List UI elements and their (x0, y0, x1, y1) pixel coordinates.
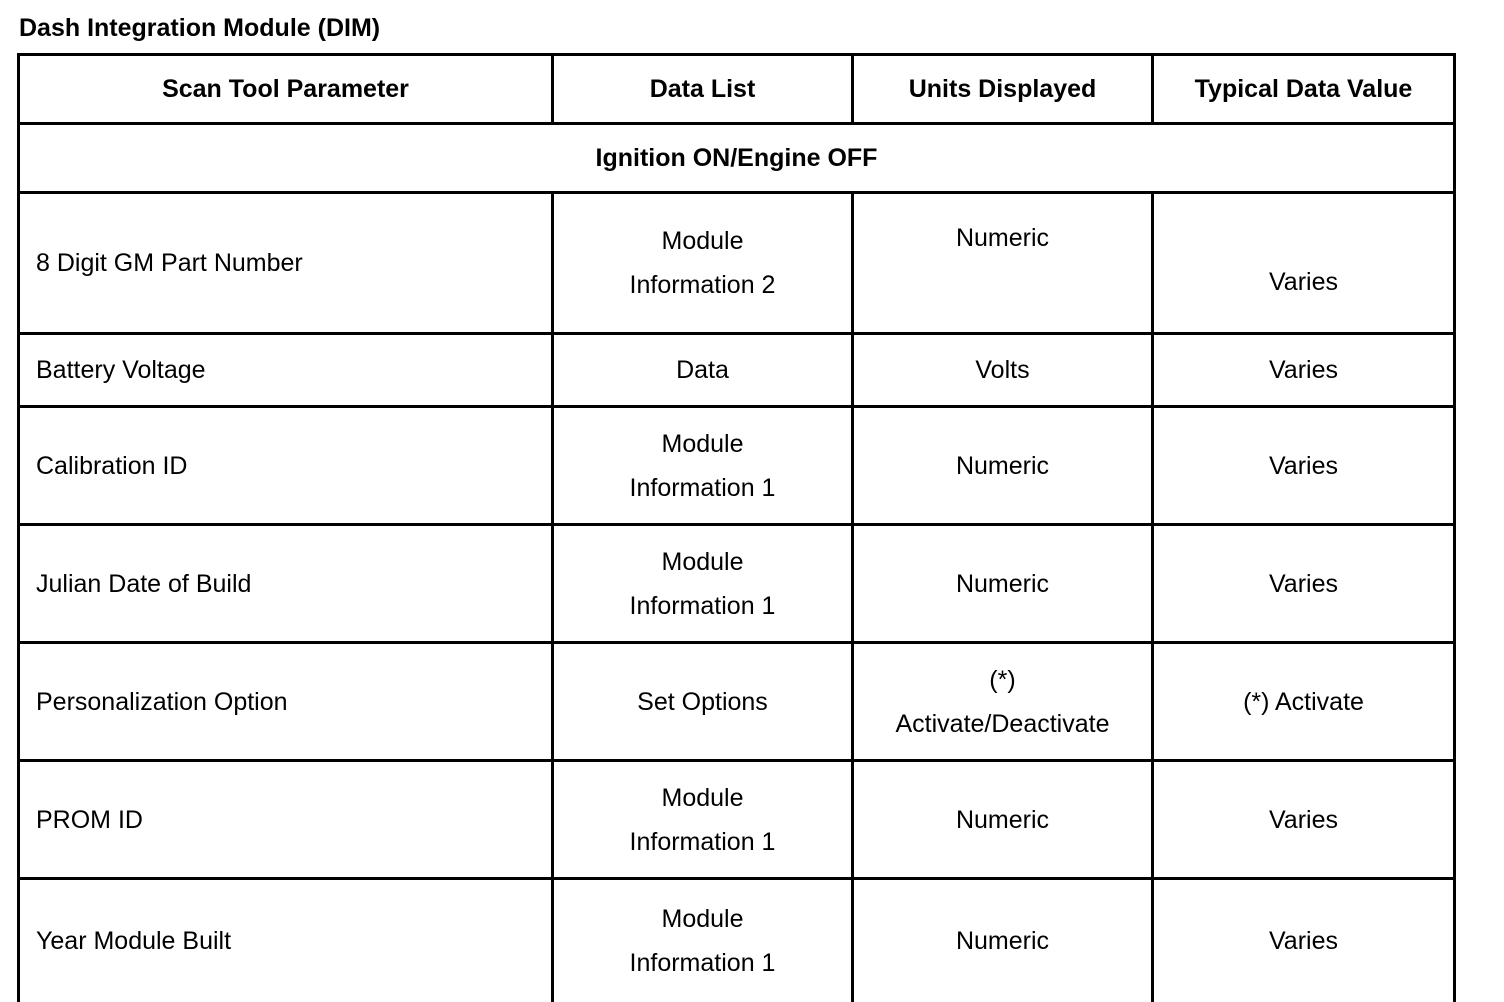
parameter-cell: Year Module Built (19, 879, 553, 1002)
header-units-displayed: Units Displayed (853, 55, 1153, 124)
data-list-line1: Module (661, 429, 744, 458)
parameter-cell: 8 Digit GM Part Number (19, 193, 553, 334)
units-cell: Numeric (853, 761, 1153, 879)
units-cell: Volts (853, 334, 1153, 407)
data-list-cell (553, 525, 853, 643)
units-cell: Numeric (853, 879, 1153, 1002)
parameter-cell: Battery Voltage (19, 334, 553, 407)
header-typical-data-value: Typical Data Value (1153, 55, 1455, 124)
data-parameter-table (17, 53, 1456, 1002)
table-row (19, 334, 1455, 407)
table-header-row (19, 55, 1455, 124)
data-list-line2: Information 1 (629, 473, 776, 502)
parameter-cell: Personalization Option (19, 643, 553, 761)
data-list-cell (553, 193, 853, 334)
data-list-line2: Information 2 (629, 271, 776, 299)
header-scan-tool-parameter: Scan Tool Parameter (19, 55, 553, 124)
table-row (19, 761, 1455, 879)
data-list-line2: Information 1 (629, 591, 776, 620)
data-list-line2: Information 1 (629, 827, 776, 856)
typical-cell: Varies (1153, 525, 1455, 643)
typical-cell: Varies (1153, 334, 1455, 407)
table-row (19, 879, 1455, 1002)
units-line2: Activate/Deactivate (895, 709, 1110, 738)
section-label: Ignition ON/Engine OFF (19, 124, 1455, 193)
data-list-cell (553, 879, 853, 1002)
data-list-line1: Module (661, 547, 744, 576)
typical-cell: Varies (1153, 761, 1455, 879)
units-cell (853, 193, 1153, 334)
typical-cell (1153, 193, 1455, 334)
table-row (19, 193, 1455, 334)
typical-value: Varies (1268, 268, 1338, 296)
units-cell: Numeric (853, 407, 1153, 525)
parameter-cell: Julian Date of Build (19, 525, 553, 643)
units-line1: (*) (989, 665, 1016, 694)
page-title: Dash Integration Module (DIM) (19, 14, 381, 42)
data-list-line2: Information 1 (629, 949, 776, 977)
data-list-cell: Set Options (553, 643, 853, 761)
table-row (19, 407, 1455, 525)
typical-cell: Varies (1153, 879, 1455, 1002)
data-list-line1: Module (661, 783, 744, 812)
table-row (19, 525, 1455, 643)
units-value: Numeric (955, 224, 1050, 252)
data-list-cell (553, 761, 853, 879)
units-cell: Numeric (853, 525, 1153, 643)
data-list-line1: Module (661, 905, 744, 933)
typical-cell: (*) Activate (1153, 643, 1455, 761)
parameter-cell: PROM ID (19, 761, 553, 879)
units-cell (853, 643, 1153, 761)
header-data-list: Data List (553, 55, 853, 124)
section-row (19, 124, 1455, 193)
table-row (19, 643, 1455, 761)
parameter-cell: Calibration ID (19, 407, 553, 525)
data-list-cell (553, 407, 853, 525)
typical-cell: Varies (1153, 407, 1455, 525)
data-list-cell: Data (553, 334, 853, 407)
data-list-line1: Module (661, 227, 744, 255)
